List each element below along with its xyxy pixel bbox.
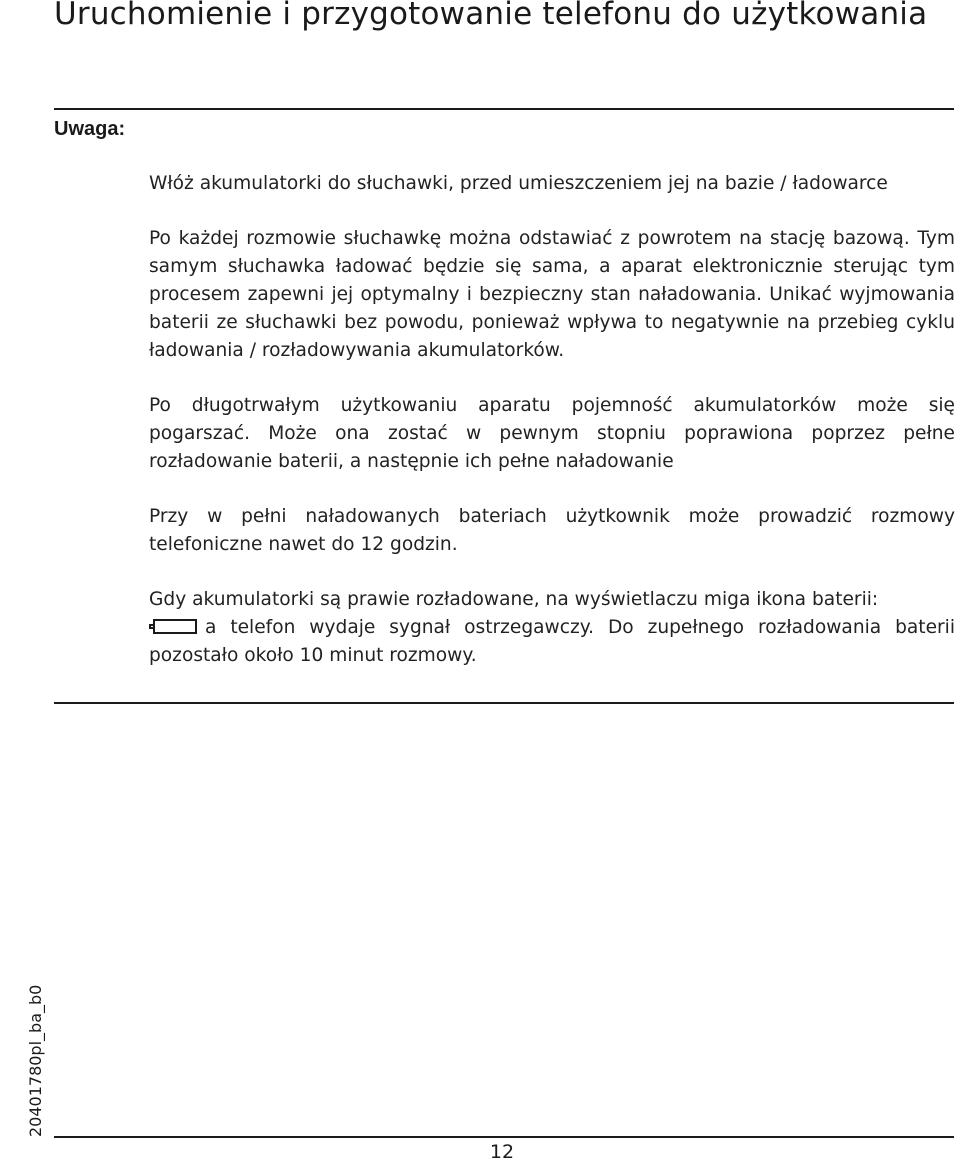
low-battery-text-after: a telefon wydaje sygnał ostrzegawczy. Do zupełnego rozładowania baterii pozostało około 10 minut rozmowy. xyxy=(149,617,955,666)
note-content xyxy=(149,170,955,670)
paragraph-low-battery xyxy=(149,586,955,670)
top-divider xyxy=(54,108,954,110)
content-end-divider xyxy=(54,702,954,704)
page-title: Uruchomienie i przygotowanie telefonu do użytkowania xyxy=(54,0,928,32)
paragraph-charging-on-base: Po każdej rozmowie słuchawkę można odstawiać z powrotem na stację bazową. Tym samym słuchawka ładować będzie się sama, a aparat elektronicznie sterując tym procesem zapewni jej optymalny i bezpieczny stan naładowania. Unikać wyjmowania baterii ze słuchawki bez powodu, ponieważ wpływa to negatywnie na przebieg cyklu ładowania / rozładowywania akumulatorków. xyxy=(149,228,955,361)
battery-empty-icon xyxy=(153,619,197,634)
paragraph-talk-time: Przy w pełni naładowanych bateriach użytkownik może prowadzić rozmowy telefoniczne nawet do 12 godzin. xyxy=(149,506,955,555)
document-code: 20401780pl_ba_b0 xyxy=(26,984,45,1137)
paragraph-capacity-decrease: Po długotrwałym użytkowaniu aparatu pojemność akumulatorków może się pogarszać. Może ona zostać w pewnym stopniu poprawiona poprzez pełne rozładowanie baterii, a następnie ich pełne naładowanie xyxy=(149,395,955,472)
page-number: 12 xyxy=(489,1141,515,1163)
paragraph-insert-batteries: Włóż akumulatorki do słuchawki, przed umieszczeniem jej na bazie / ładowarce xyxy=(149,173,888,194)
note-label: Uwaga: xyxy=(54,118,126,140)
footer-divider xyxy=(54,1136,954,1138)
low-battery-text-before: Gdy akumulatorki są prawie rozładowane, na wyświetlaczu miga ikona baterii: xyxy=(149,589,879,610)
